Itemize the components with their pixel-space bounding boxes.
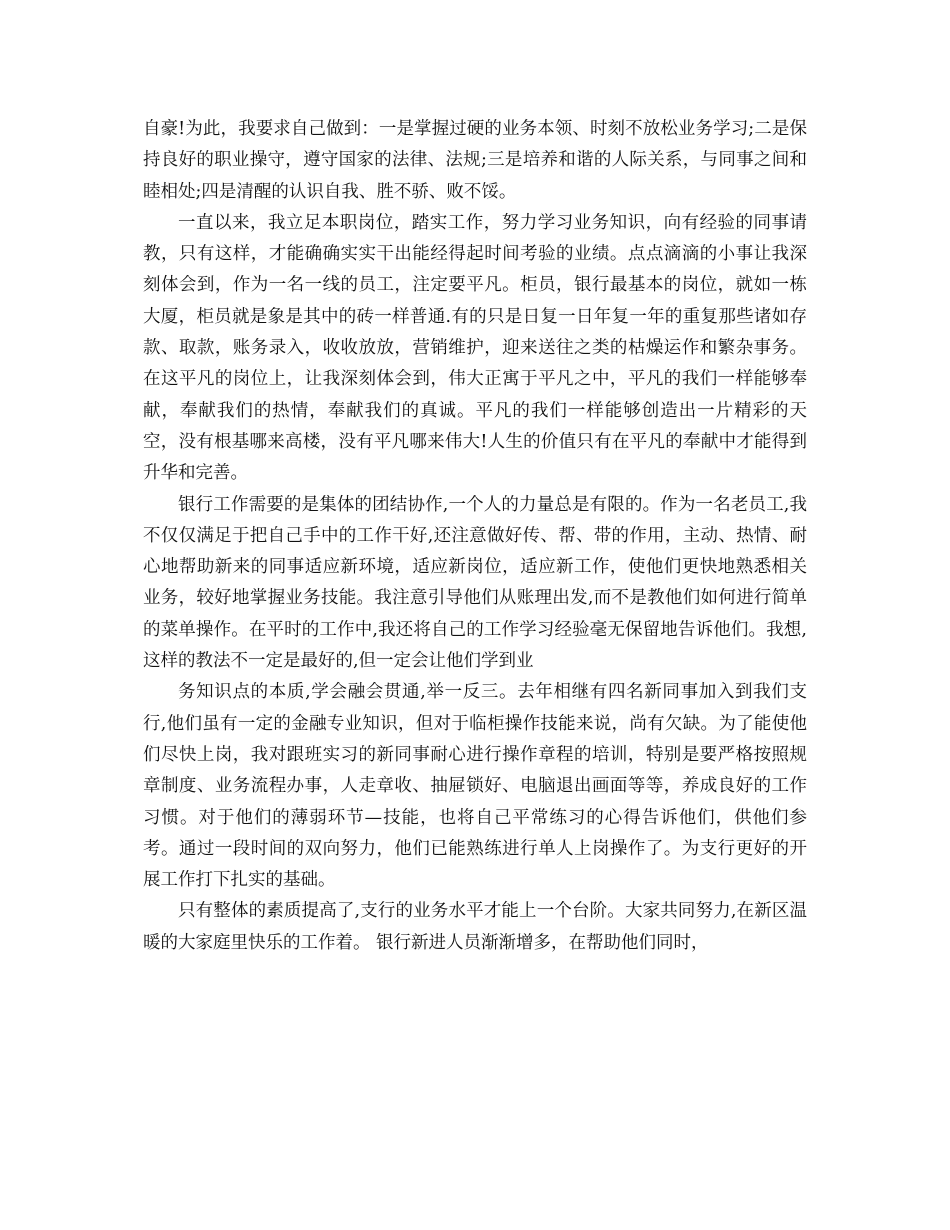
paragraph-2: 一直以来，我立足本职岗位，踏实工作，努力学习业务知识，向有经验的同事请教，只有这样，才能确确实实干出能经得起时间考验的业绩。点点滴滴的小事让我深刻体会到，作为一名一线的员工，注定要平凡。柜员，银行最基本的岗位，就如一栋大厦，柜员就是象是其中的砖一样普通.有的只是日复一日年复一年的重复那些诸如存款、取款，账务录入，收收放放，营销维护，迎来送往之类的枯燥运作和繁杂事务。在这平凡的岗位上，让我深刻体会到，伟大正寓于平凡之中，平凡的我们一样能够奉献，奉献我们的热情，奉献我们的真诚。平凡的我们一样能够创造出一片精彩的天空，没有根基哪来高楼，没有平凡哪来伟大!人生的价值只有在平凡的奉献中才能得到升华和完善。 (143, 212, 807, 484)
paragraph-5: 只有整体的素质提高了,支行的业务水平才能上一个台阶。大家共同努力,在新区温暖的大家庭里快乐的工作着。 银行新进人员渐渐增多，在帮助他们同时， (143, 901, 807, 953)
paragraph-3: 银行工作需要的是集体的团结协作,一个人的力量总是有限的。作为一名老员工,我不仅仅满足于把自己手中的工作干好,还注意做好传、帮、带的作用，主动、热情、耐心地帮助新来的同事适应新环境，适应新岗位，适应新工作，使他们更快地熟悉相关业务，较好地掌握业务技能。我注意引导他们从账理出发,而不是教他们如何进行简单的菜单操作。在平时的工作中,我还将自己的工作学习经验毫无保留地告诉他们。我想,这样的教法不一定是最好的,但一定会让他们学到业 (143, 494, 807, 672)
paragraph-1: 自豪!为此，我要求自己做到：一是掌握过硬的业务本领、时刻不放松业务学习;二是保持良好的职业操守，遵守国家的法律、法规;三是培养和谐的人际关系，与同事之间和睦相处;四是清醒的认识自我、胜不骄、败不馁。 (143, 119, 807, 202)
document-body (143, 114, 807, 959)
paragraph-4: 务知识点的本质,学会融会贯通,举一反三。去年相继有四名新同事加入到我们支行,他们虽有一定的金融专业知识，但对于临柜操作技能来说，尚有欠缺。为了能使他们尽快上岗，我对跟班实习的新同事耐心进行操作章程的培训，特别是要严格按照规章制度、业务流程办事，人走章收、抽屉锁好、电脑退出画面等等，养成良好的工作习惯。对于他们的薄弱环节—技能，也将自己平常练习的心得告诉他们，供他们参考。通过一段时间的双向努力，他们已能熟练进行单人上岗操作了。为支行更好的开展工作打下扎实的基础。 (143, 682, 807, 891)
